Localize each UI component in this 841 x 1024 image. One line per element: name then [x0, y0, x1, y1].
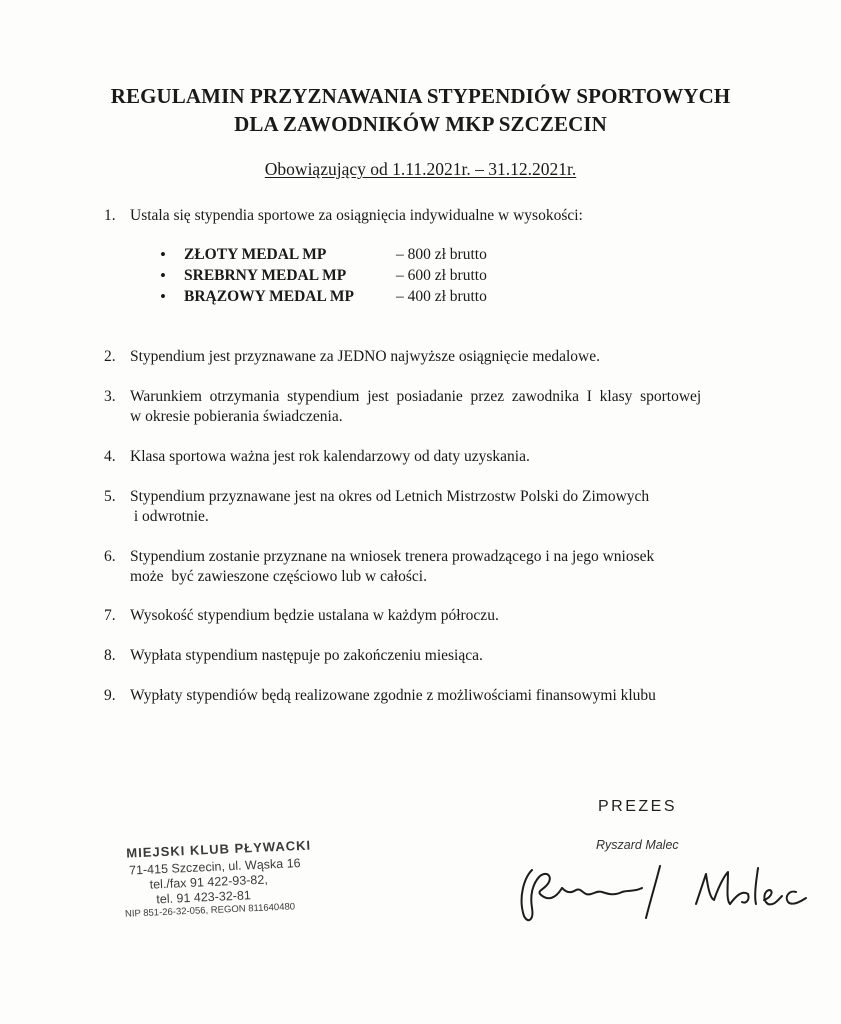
- stamp-nip-regon: NIP 851-26-32-056, REGON 811640480: [124, 901, 296, 920]
- stamp-phone-fax: tel./fax 91 422-93-82,: [149, 872, 269, 892]
- rule-text: Stypendium jest przyznawane za JEDNO najwyższe osiągnięcie medalowe.: [130, 348, 601, 365]
- medal-name: ZŁOTY MEDAL MP: [184, 246, 327, 263]
- rule-text: Stypendium przyznawane jest na okres od Letnich Mistrzostw Polski do Zimowych: [130, 488, 650, 505]
- stamp-phone: tel. 91 423-32-81: [156, 888, 252, 907]
- medal-amount: – 400 zł brutto: [396, 288, 487, 305]
- validity-period: Obowiązujący od 1.11.2021r. – 31.12.2021r.: [264, 159, 577, 179]
- president-title: PREZES: [598, 798, 678, 815]
- rule-text: Wypłaty stypendiów będą realizowane zgodnie z możliwościami finansowymi klubu: [130, 687, 656, 704]
- handwritten-signature: [510, 858, 810, 928]
- document-title-line-1: REGULAMIN PRZYZNAWANIA STYPENDIÓW SPORTOWYCH: [110, 84, 731, 108]
- rule-number: 2.: [104, 348, 116, 365]
- rule-number: 4.: [104, 448, 116, 465]
- rule-text: Klasa sportowa ważna jest rok kalendarzowy od daty uzyskania.: [130, 448, 530, 465]
- rule-text: Wysokość stypendium będzie ustalana w każdym półroczu.: [130, 607, 499, 624]
- rule-number: 1.: [104, 207, 116, 224]
- president-name-stamp: Ryszard Malec: [596, 838, 679, 852]
- rule-number: 3.: [104, 388, 116, 405]
- document-title-line-2: DLA ZAWODNIKÓW MKP SZCZECIN: [234, 112, 607, 136]
- stamp-club-name: MIEJSKI KLUB PŁYWACKI: [125, 837, 312, 861]
- rule-text-continued: może być zawieszone częściowo lub w całości.: [130, 568, 427, 585]
- club-stamp: [118, 836, 342, 936]
- bullet-icon: •: [160, 245, 166, 264]
- rule-number: 6.: [104, 548, 116, 565]
- rule-number: 7.: [104, 607, 116, 624]
- bullet-icon: •: [160, 287, 166, 306]
- rule-text-continued: i odwrotnie.: [130, 508, 209, 525]
- medal-amount: – 600 zł brutto: [396, 267, 487, 284]
- rule-text-continued: w okresie pobierania świadczenia.: [130, 408, 343, 425]
- rule-number: 5.: [104, 488, 116, 505]
- bullet-icon: •: [160, 266, 166, 285]
- medal-name: SREBRNY MEDAL MP: [184, 267, 347, 284]
- rule-number: 9.: [104, 687, 116, 704]
- rule-text: Warunkiem otrzymania stypendium jest posiadanie przez zawodnika I klasy sportowej: [130, 388, 702, 405]
- rule-text: Wypłata stypendium następuje po zakończeniu miesiąca.: [130, 647, 483, 664]
- stamp-address: 71-415 Szczecin, ul. Wąska 16: [128, 856, 301, 878]
- rule-text: Ustala się stypendia sportowe za osiągnięcia indywidualne w wysokości:: [130, 207, 583, 224]
- medal-amount: – 800 zł brutto: [396, 246, 487, 263]
- rule-text: Stypendium zostanie przyznane na wniosek trenera prowadzącego i na jego wniosek: [130, 548, 655, 565]
- rule-number: 8.: [104, 647, 116, 664]
- medal-name: BRĄZOWY MEDAL MP: [184, 288, 354, 305]
